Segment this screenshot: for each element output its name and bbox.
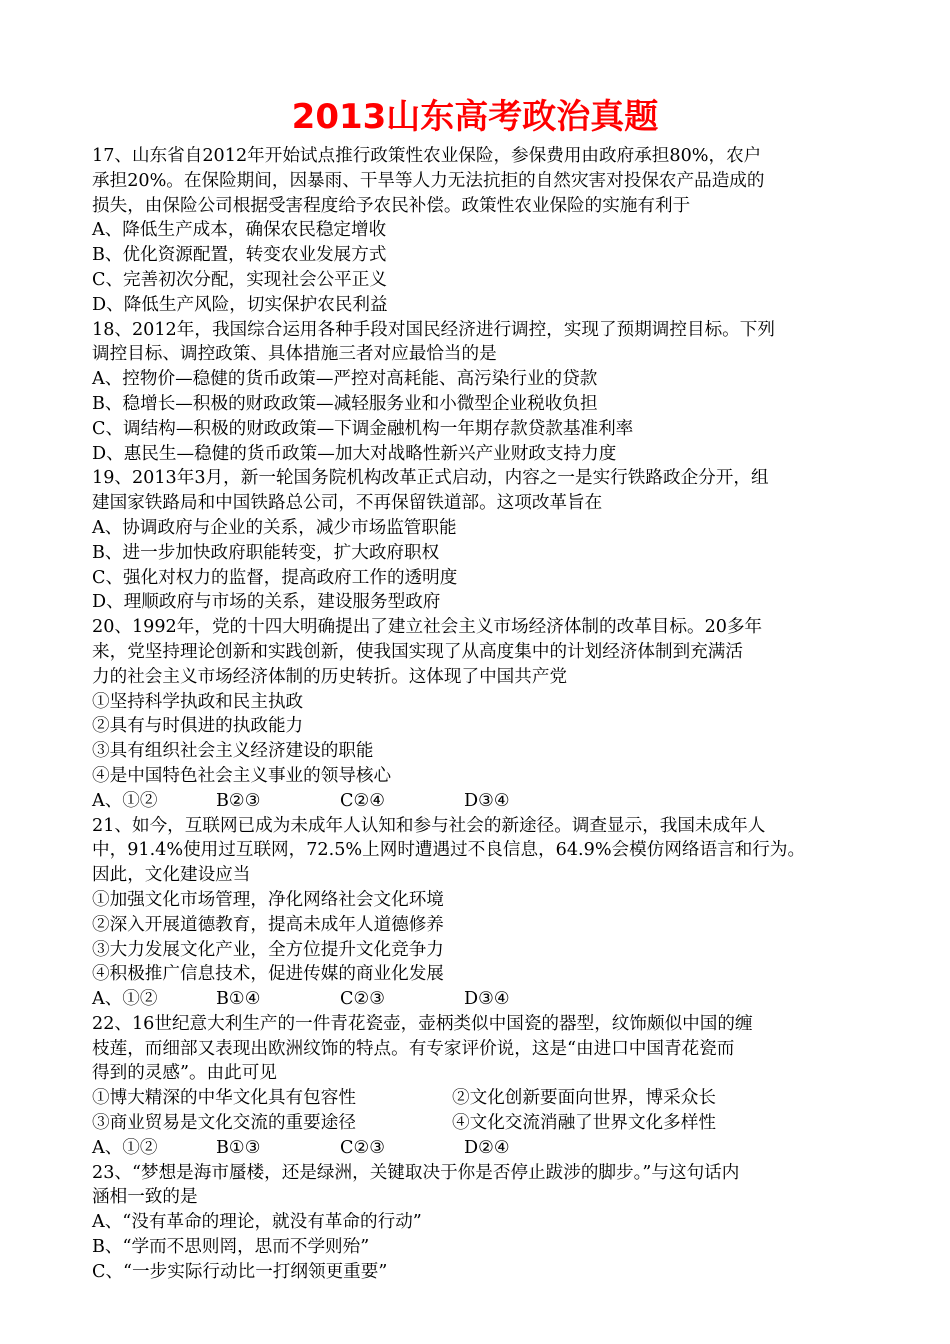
answer-choices	[92, 789, 950, 814]
choice-b: B②③	[216, 790, 261, 811]
choice-d: D②④	[464, 1137, 510, 1158]
question-stem-line: 20、1992年，党的十四大明确提出了建立社会主义市场经济体制的改革目标。20多年	[92, 617, 763, 638]
option-a: A、降低生产成本，确保农民稳定增收	[92, 220, 387, 241]
option-d: D、降低生产风险，切实保护农民利益	[92, 294, 388, 315]
option-b: B、进一步加快政府职能转变，扩大政府职权	[92, 542, 440, 563]
option-a: A、协调政府与企业的关系，减少市场监管职能	[92, 517, 457, 538]
option-a: A、“没有革命的理论，就没有革命的行动”	[92, 1212, 422, 1233]
question-stem-line: 承担20%。在保险期间，因暴雨、干旱等人力无法抗拒的自然灾害对投保农产品造成的	[92, 170, 765, 191]
statement-row	[92, 1111, 950, 1136]
question-20	[92, 615, 950, 813]
choice-c: C②③	[340, 1137, 386, 1158]
question-18	[92, 318, 950, 467]
choice-b: B①③	[216, 1137, 261, 1158]
option-a: A、控物价—稳健的货币政策—严控对高耗能、高污染行业的贷款	[92, 369, 598, 390]
choice-b: B①④	[216, 989, 261, 1010]
choice-d: D③④	[464, 790, 510, 811]
statement-2: ②文化创新要面向世界，博采众长	[452, 1088, 716, 1109]
option-c: C、“一步实际行动比一打纲领更重要”	[92, 1261, 388, 1282]
question-stem-line: 21、如今，互联网已成为未成年人认知和参与社会的新途径。调查显示，我国未成年人	[92, 815, 766, 836]
statement-2: ②具有与时俱进的执政能力	[92, 716, 304, 737]
question-stem-line: 损失，由保险公司根据受害程度给予农民补偿。政策性农业保险的实施有利于	[92, 195, 691, 216]
question-21	[92, 814, 950, 1012]
statement-4: ④积极推广信息技术，促进传媒的商业化发展	[92, 964, 444, 985]
option-c: C、调结构—积极的财政政策—下调金融机构一年期存款贷款基准利率	[92, 418, 634, 439]
question-stem-line: 建国家铁路局和中国铁路总公司，不再保留铁道部。这项改革旨在	[92, 493, 603, 514]
option-b: B、稳增长—积极的财政政策—减轻服务业和小微型企业税收负担	[92, 393, 598, 414]
question-22	[92, 1012, 950, 1161]
question-stem-line: 涵相一致的是	[92, 1187, 198, 1208]
page-title: 2013山东高考政治真题	[291, 97, 659, 137]
answer-choices	[92, 1136, 950, 1161]
question-stem-line: 来，党坚持理论创新和实践创新，使我国实现了从高度集中的计划经济体制到充满活	[92, 641, 743, 662]
choice-a: A、①②	[92, 989, 158, 1010]
statement-4: ④文化交流消融了世界文化多样性	[452, 1113, 716, 1134]
question-stem-line: 19、2013年3月，新一轮国务院机构改革正式启动，内容之一是实行铁路政企分开，组	[92, 468, 769, 489]
statement-4: ④是中国特色社会主义事业的领导核心	[92, 765, 392, 786]
statement-2: ②深入开展道德教育，提高未成年人道德修养	[92, 914, 444, 935]
question-stem-line: 中，91.4%使用过互联网，72.5%上网时遭遇过不良信息，64.9%会模仿网络语言和行为。	[92, 840, 806, 861]
question-stem-line: 调控目标、调控政策、具体措施三者对应最恰当的是	[92, 344, 497, 365]
choice-c: C②④	[340, 790, 386, 811]
question-stem-line: 22、16世纪意大利生产的一件青花瓷壶，壶柄类似中国瓷的器型，纹饰颇似中国的缠	[92, 1013, 753, 1034]
choice-d: D③④	[464, 989, 510, 1010]
question-stem-line: 因此，文化建设应当	[92, 865, 251, 886]
question-17	[92, 144, 950, 318]
statement-3: ③商业贸易是文化交流的重要途径	[92, 1113, 356, 1134]
statement-3: ③大力发展文化产业，全方位提升文化竞争力	[92, 939, 444, 960]
statement-1: ①加强文化市场管理，净化网络社会文化环境	[92, 889, 444, 910]
choice-a: A、①②	[92, 790, 158, 811]
question-stem-line: 得到的灵感”。由此可见	[92, 1063, 277, 1084]
question-stem-line: 枝莲，而细部又表现出欧洲纹饰的特点。有专家评价说，这是“由进口中国青花瓷而	[92, 1038, 735, 1059]
question-19	[92, 466, 950, 615]
statement-1: ①坚持科学执政和民主执政	[92, 691, 304, 712]
option-c: C、完善初次分配，实现社会公平正义	[92, 269, 387, 290]
option-c: C、强化对权力的监督，提高政府工作的透明度	[92, 567, 458, 588]
statement-3: ③具有组织社会主义经济建设的职能	[92, 741, 374, 762]
question-stem-line: 23、“梦想是海市蜃楼，还是绿洲，关键取决于你是否停止跋涉的脚步。”与这句话内	[92, 1162, 740, 1183]
question-stem-line: 17、山东省自2012年开始试点推行政策性农业保险，参保费用由政府承担80%，农户	[92, 146, 762, 166]
choice-c: C②③	[340, 989, 386, 1010]
answer-choices	[92, 987, 950, 1012]
choice-a: A、①②	[92, 1137, 158, 1158]
option-d: D、理顺政府与市场的关系，建设服务型政府	[92, 592, 441, 613]
statement-1: ①博大精深的中华文化具有包容性	[92, 1088, 356, 1109]
option-b: B、优化资源配置，转变农业发展方式	[92, 245, 387, 266]
question-23	[92, 1161, 950, 1285]
option-d: D、惠民生—稳健的货币政策—加大对战略性新兴产业财政支持力度	[92, 443, 617, 464]
question-stem-line: 18、2012年，我国综合运用各种手段对国民经济进行调控，实现了预期调控目标。下列	[92, 319, 775, 340]
option-b: B、“学而不思则罔，思而不学则殆”	[92, 1237, 370, 1258]
question-stem-line: 力的社会主义市场经济体制的历史转折。这体现了中国共产党	[92, 666, 568, 687]
statement-row	[92, 1086, 950, 1111]
